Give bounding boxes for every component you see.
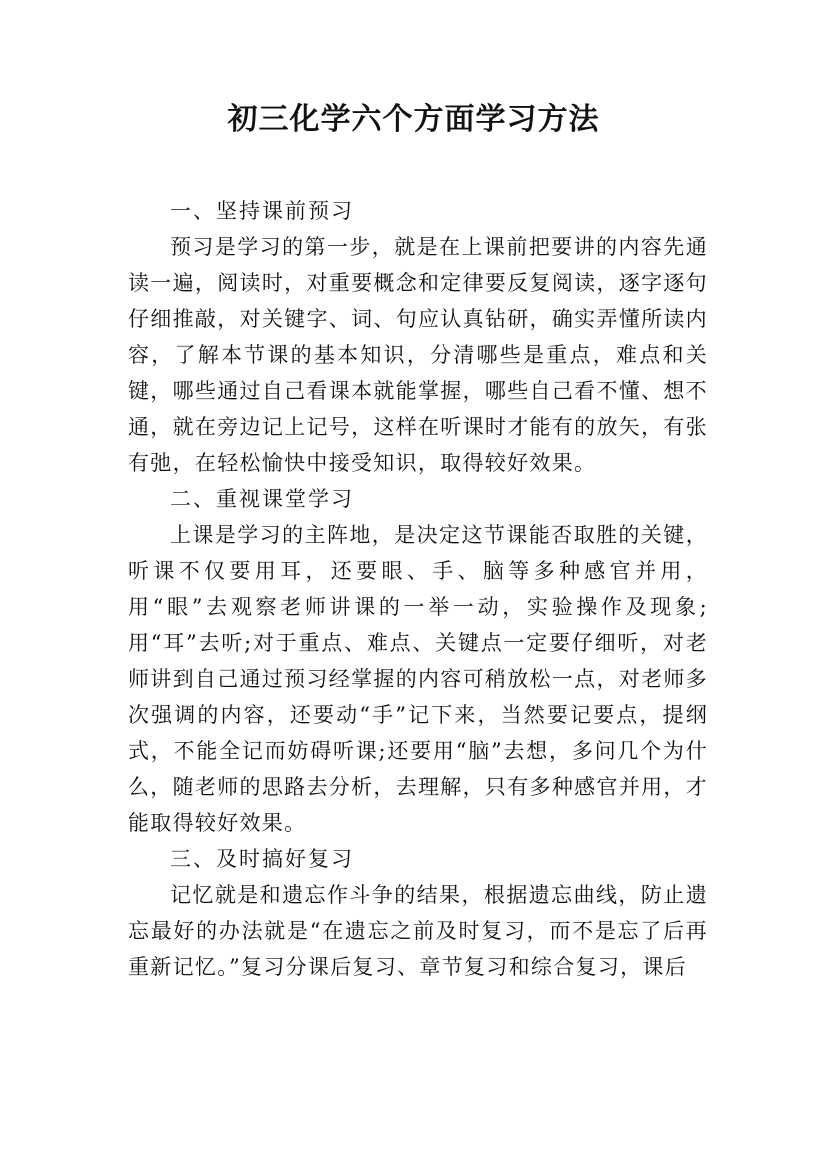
document-title: 初三化学六个方面学习方法: [227, 102, 600, 137]
section-heading-3: 三、及时搞好复习: [170, 847, 354, 871]
section-paragraph-2: 上课是学习的主阵地，是决定这节课能否取胜的关键，听课不仅要用耳，还要眼、手、脑等多种感官并用，用“眼”去观察老师讲课的一举一动，实验操作及现象;用“耳”去听;对于重点、难点、关键点一定要仔细听，对老师讲到自己通过预习经掌握的内容可稍放松一点，对老师多次强调的内容，还要动“手”记下来，当然要记要点，提纲式，不能全记而妨碍听课;还要用“脑”去想，多问几个为什么，随老师的思路去分析，去理解，只有多种感官并用，才能取得较好效果。: [128, 523, 708, 835]
section-paragraph-1: 预习是学习的第一步，就是在上课前把要讲的内容先通读一遍，阅读时，对重要概念和定律要反复阅读，逐字逐句仔细推敲，对关键字、词、句应认真钻研，确实弄懂所读内容，了解本节课的基本知识，分清哪些是重点，难点和关键，哪些通过自己看课本就能掌握，哪些自己看不懂、想不通，就在旁边记上记号，这样在听课时才能有的放矢，有张有弛，在轻松愉快中接受知识，取得较好效果。: [128, 235, 708, 475]
section-heading-1: 一、坚持课前预习: [170, 199, 354, 223]
document-body: [128, 193, 708, 985]
section-paragraph-3: 记忆就是和遗忘作斗争的结果，根据遗忘曲线，防止遗忘最好的办法就是“在遗忘之前及时复习，而不是忘了后再重新记忆。”复习分课后复习、章节复习和综合复习，课后: [128, 883, 708, 979]
section-heading-2: 二、重视课堂学习: [170, 487, 354, 511]
